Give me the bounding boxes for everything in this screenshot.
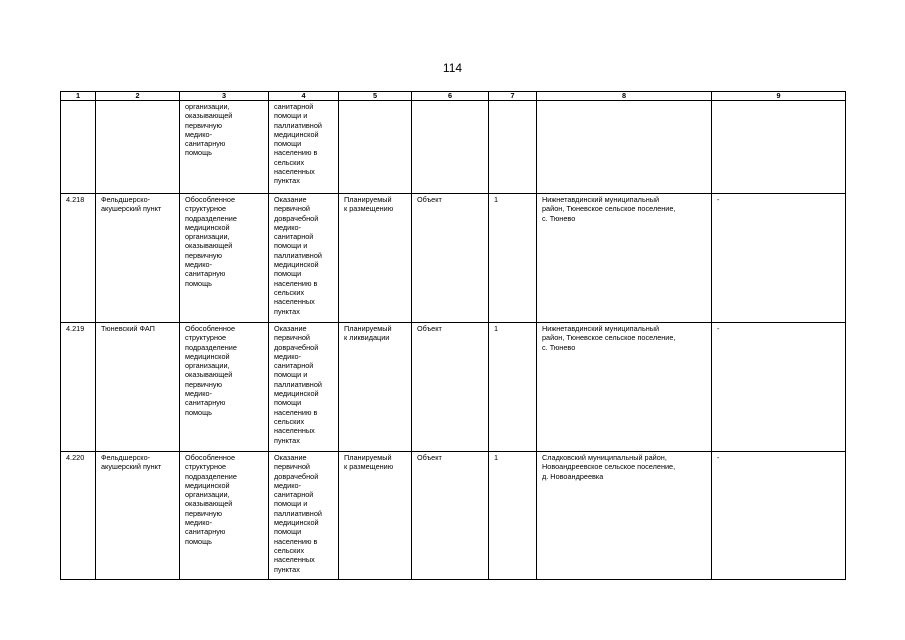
cell-purpose: [269, 323, 339, 452]
cell-count: [489, 101, 537, 194]
cell-text: -: [717, 195, 720, 204]
cell-unit: [412, 194, 489, 323]
cell-text: Обособленное структурное подразделение медицинской организации, оказывающей первичную медико- санитарную помощь: [185, 453, 237, 546]
cell-text: Фельдшерско- акушерский пункт: [101, 195, 162, 214]
cell-location: [537, 194, 712, 323]
cell-text: санитарной помощи и паллиативной медицинской помощи населению в сельских населенных пунктах: [274, 102, 322, 186]
cell-count: [489, 452, 537, 580]
cell-name: [96, 101, 180, 194]
cell-text: 4.220: [66, 453, 85, 462]
cell-text: 1: [494, 453, 499, 462]
cell-number: [61, 452, 96, 580]
cell-location: [537, 101, 712, 194]
cell-name: [96, 323, 180, 452]
column-header: 6: [412, 92, 489, 101]
cell-text: Обособленное структурное подразделение медицинской организации, оказывающей первичную медико- санитарную помощь: [185, 324, 237, 417]
cell-name: [96, 194, 180, 323]
column-header: 1: [61, 92, 96, 101]
column-header: 5: [339, 92, 412, 101]
cell-text: 1: [494, 324, 499, 333]
table-row: [61, 452, 846, 580]
table-row: [61, 323, 846, 452]
cell-type: [180, 194, 269, 323]
cell-status: [339, 323, 412, 452]
cell-text: организации, оказывающей первичную медико- санитарную помощь: [185, 102, 233, 158]
column-header: 2: [96, 92, 180, 101]
objects-table: [60, 91, 846, 580]
cell-text: -: [717, 324, 720, 333]
cell-text: 4.219: [66, 324, 85, 333]
cell-text: Оказание первичной доврачебной медико- санитарной помощи и паллиативной медицинской помощи населению в сельских населенных пунктах: [274, 195, 322, 316]
cell-zones: [712, 194, 846, 323]
cell-text: -: [717, 453, 720, 462]
cell-count: [489, 323, 537, 452]
cell-text: 1: [494, 195, 499, 204]
cell-number: [61, 101, 96, 194]
cell-name: [96, 452, 180, 580]
cell-unit: [412, 323, 489, 452]
cell-text: 4.218: [66, 195, 85, 204]
cell-status: [339, 452, 412, 580]
cell-text: Объект: [417, 324, 442, 333]
cell-text: Оказание первичной доврачебной медико- санитарной помощи и паллиативной медицинской помощи населению в сельских населенных пунктах: [274, 453, 322, 574]
cell-purpose: [269, 194, 339, 323]
page-number: 114: [442, 61, 463, 75]
cell-text: Нижнетавдинский муниципальный район, Тюневское сельское поселение, с. Тюнево: [542, 195, 676, 223]
cell-text: Объект: [417, 453, 442, 462]
cell-location: [537, 323, 712, 452]
cell-text: Сладковский муниципальный район, Новоандреевское сельское поселение, д. Новоандреевка: [542, 453, 676, 481]
cell-text: Нижнетавдинский муниципальный район, Тюневское сельское поселение, с. Тюнево: [542, 324, 676, 352]
cell-text: Тюневский ФАП: [101, 324, 155, 333]
column-header: 8: [537, 92, 712, 101]
cell-zones: [712, 101, 846, 194]
cell-text: Объект: [417, 195, 442, 204]
cell-status: [339, 101, 412, 194]
cell-text: Планируемый к ликвидации: [344, 324, 392, 343]
table-row: [61, 194, 846, 323]
cell-type: [180, 323, 269, 452]
cell-purpose: [269, 452, 339, 580]
cell-zones: [712, 452, 846, 580]
column-header: 4: [269, 92, 339, 101]
cell-number: [61, 323, 96, 452]
cell-text: Планируемый к размещению: [344, 453, 394, 472]
cell-number: [61, 194, 96, 323]
cell-zones: [712, 323, 846, 452]
cell-unit: [412, 101, 489, 194]
cell-unit: [412, 452, 489, 580]
column-header: 3: [180, 92, 269, 101]
cell-text: Планируемый к размещению: [344, 195, 394, 214]
cell-count: [489, 194, 537, 323]
column-header: 7: [489, 92, 537, 101]
cell-text: Обособленное структурное подразделение медицинской организации, оказывающей первичную медико- санитарную помощь: [185, 195, 237, 288]
table-row-continuation: [61, 101, 846, 194]
cell-type: [180, 452, 269, 580]
cell-location: [537, 452, 712, 580]
cell-text: Оказание первичной доврачебной медико- санитарной помощи и паллиативной медицинской помощи населению в сельских населенных пунктах: [274, 324, 322, 445]
table-header-row: [61, 92, 846, 101]
column-header: 9: [712, 92, 846, 101]
cell-text: Фельдшерско- акушерский пункт: [101, 453, 162, 472]
cell-purpose: [269, 101, 339, 194]
cell-status: [339, 194, 412, 323]
cell-type: [180, 101, 269, 194]
